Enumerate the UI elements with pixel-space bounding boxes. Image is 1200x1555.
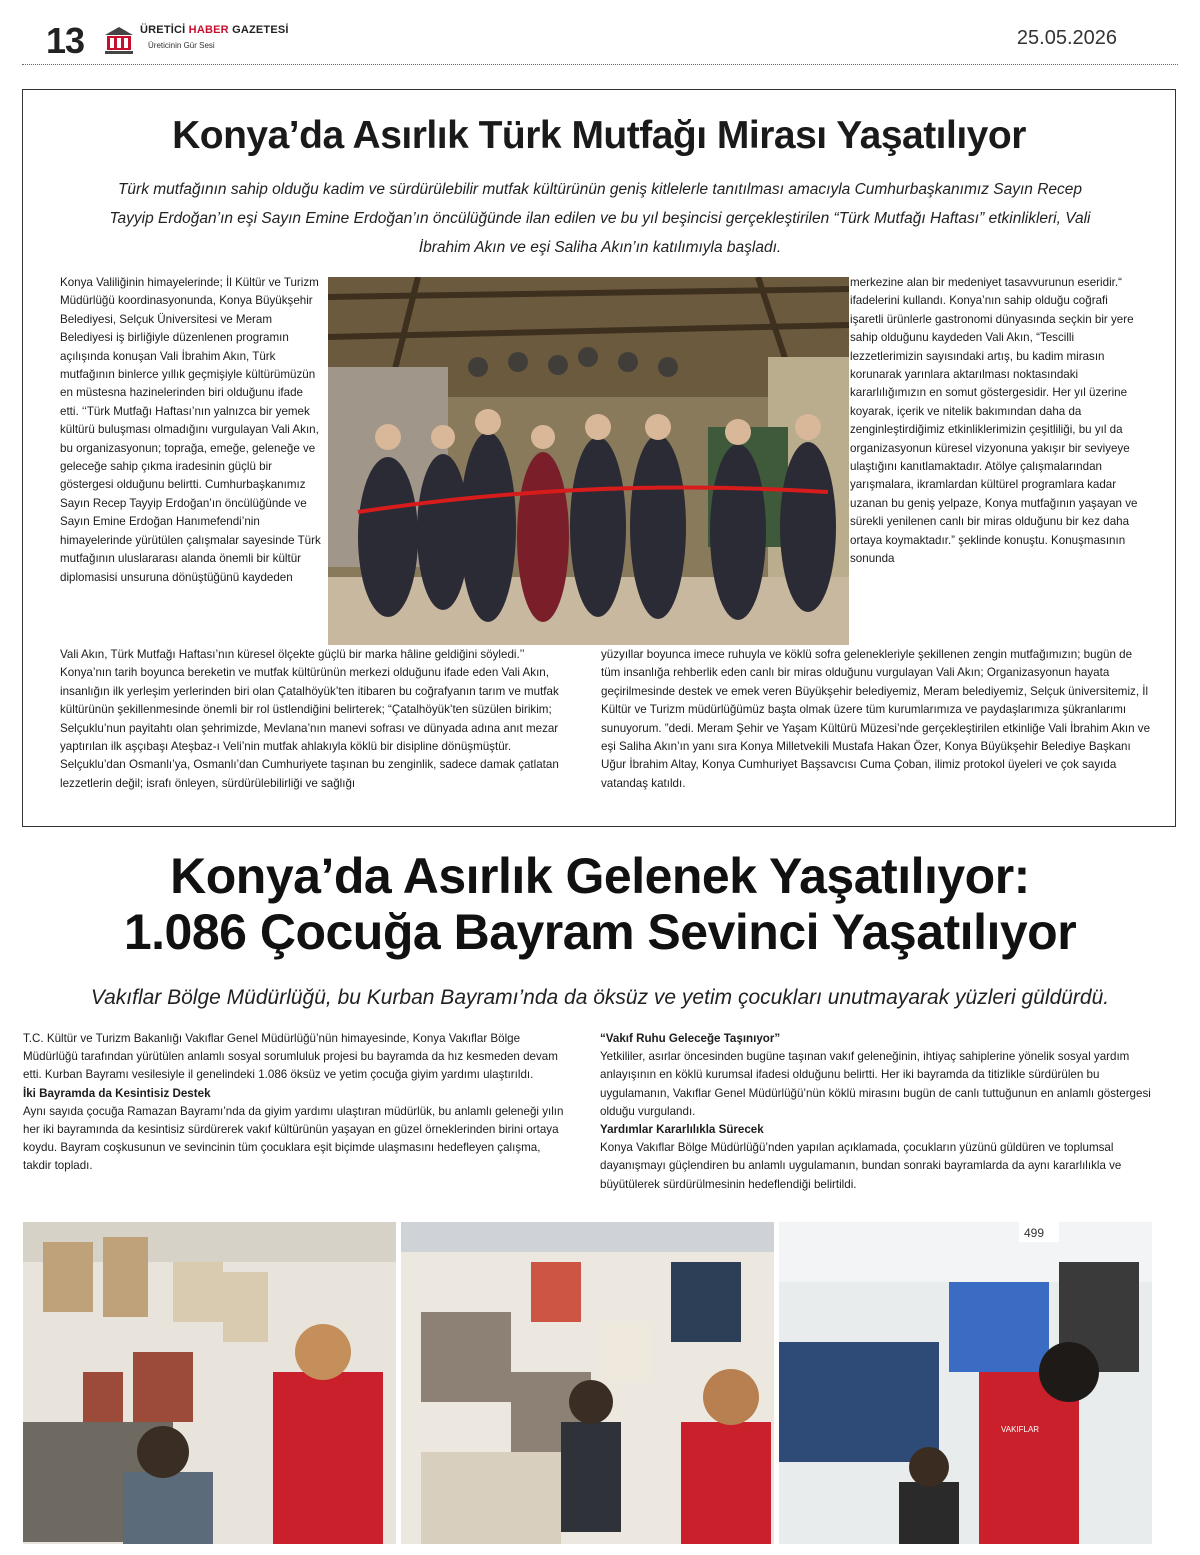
article-2-title: Konya’da Asırlık Gelenek Yaşatılıyor: 1.086 Çocuğa Bayram Sevinci Yaşatılıyor xyxy=(123,848,1077,960)
newspaper-logo-icon xyxy=(103,26,135,56)
article-1-bottom-left: Vali Akın, Türk Mutfağı Haftası’nın küresel ölçekte güçlü bir marka hâline geldiğini söyledi.’’ Konya’nın tarih boyunca bereketin ve mutfak kültürünün merkezi olduğunu ifade eden Vali Akın, insanlığın ilk yerleşim yerlerinden biri olan Çatalhöyük’ten itibaren bu coğrafyanın tarım ve mutfak kültürünün şekillenmesinde önemli bir rol üstlendiğini belirterek; “Çatalhöyük’ten süzülen birikim; Selçuklu’nun payitahtı olan şehrimizde, Mevlana’nın manevi sofrası ve dünyada adına anıt mezar yaptırılan ilk aşçıbaşı Ateşbaz-ı Veli’nin mutfak ahlakıyla köklü bir disipline dönüşmüştür. Selçuklu’dan Osmanlı’ya, Osmanlı’dan Cumhuriyete taşınan bu zenginlik, sadece damak çatlatan lezzetlerin değil; israfı önleyen, sürdürülebilirliği ve sağlığı xyxy=(60,648,559,790)
article-1-bottom-right: yüzyıllar boyunca imece ruhuyla ve köklü sofra gelenekleriyle şekillenen zengin mutfağımızın; bugün de tüm insanlığa rehberlik eden canlı bir miras olduğunu vurgulayan Vali Akın; Organizasyonun hayata geçirilmesinde destek ve emek veren Büyükşehir belediyemiz, Meram belediyemiz, Selçuk üniversitemiz, İl Kültür ve Turizm müdürlüğümüz başta olmak üzere tüm kurumlarımıza ve paydaşlarımıza şükranlarımı sunuyorum. ”dedi. Meram Şehir ve Yaşam Kültürü Müzesi’nde gerçekleştirilen etkinliğe Vali İbrahim Akın ve eşi Saliha Akın’ın yanı sıra Konya Milletvekili Mustafa Hakan Özer, Konya Büyükşehir Belediye Başkanı Uğur İbrahim Altay, Konya Cumhuriyet Başsavcısı Cuma Çoban, ilimiz protokol üyeleri ve çok sayıda vatandaş katıldı. xyxy=(601,648,1151,790)
article-2-right-column: “Vakıf Ruhu Geleceğe Taşınıyor” Yetkililer, asırlar öncesinden bugüne taşınan vakıf geleneğinin, ihtiyaç sahiplerine yönelik sosyal yardım anlayışının en köklü kurumsal ifadesi olduğunu belirtti. Her iki bayramda da titizlikle sürdürülen bu uygulamanın, Vakıflar Genel Müdürlüğü’nün köklü mirasını bugün de canlı tuttuğunun en anlamlı göstergesi olduğu vurgulandı. Yardımlar Kararlılıkla Sürecek Konya Vakıflar Bölge Müdürlüğü’nden yapılan açıklamada, çocukların yüzünü güldüren ve toplumsal dayanışmayı güçlendiren bu anlamlı uygulamanın, bundan sonraki bayramlarda da aynı kararlılıkla ve büyütülerek sürdürülmesinin hedeflendiği belirtildi. xyxy=(600,1030,1160,1194)
clothing-store-photo-3 xyxy=(779,1222,1152,1544)
page-number: 13 xyxy=(46,20,85,61)
subheading-kararlilik: Yardımlar Kararlılıkla Sürecek xyxy=(600,1123,764,1137)
subheading-vakif-ruhu: “Vakıf Ruhu Geleceğe Taşınıyor” xyxy=(600,1032,781,1045)
ribbon-cutting-photo xyxy=(328,277,849,645)
clothing-store-photo-1 xyxy=(23,1222,396,1544)
article-1-title: Konya’da Asırlık Türk Mutfağı Mirası Yaşatılıyor xyxy=(172,114,1026,157)
clothing-store-photo-2 xyxy=(401,1222,774,1544)
article-1-right-column: merkezine alan bir medeniyet tasavvurunun eseridir.“ ifadelerini kullandı. Konya’nın sahip olduğu coğrafi işaretli ürünlerle gastronomi dünyasında seçkin bir yere sahip olduğunu kaydeden Vali Akın, “Tescilli lezzetlerimizin sayısındaki artış, bu kadim mirasın korunarak yarınlara aktarılması noktasındaki kararlılığımızın en somut göstergesidir. Her yıl üzerine koyarak, içerik ve nitelik bakımından daha da zenginleştirdiğimiz etkinliklerimizin çeşitliliği, bu yıl da organizasyonun küresel vizyonuna yakışır bir seviyeye ulaştığını kanıtlamaktadır. Atölye çalışmalarından yarışmalara, ikramlardan kültürel programlara kadar uzanan bu geniş yelpaze, Konya mutfağının yaşayan ve sürekli yenilenen canlı bir miras olduğunu bir kez daha ortaya koymaktadır.” şeklinde konuştu. Konuşmasının sonunda xyxy=(850,276,1138,566)
subheading-kesintisiz-destek: İki Bayramda da Kesintisiz Destek xyxy=(23,1086,211,1100)
article-1-box xyxy=(22,89,1176,827)
article-2-left-column: T.C. Kültür ve Turizm Bakanlığı Vakıflar Genel Müdürlüğü’nün himayesinde, Konya Vakıflar Bölge Müdürlüğü tarafından yürütülen anlamlı sosyal sorumluluk projesi bu bayramda da hız kesmeden devam etti. Kurban Bayramı vesilesiyle il genelindeki 1.086 öksüz ve yetim çocuğa giyim yardımı ulaştırıldı. İki Bayramda da Kesintisiz Destek Aynı sayıda çocuğa Ramazan Bayramı’nda da giyim yardımı ulaştıran müdürlük, bu anlamlı geleneği yılın her iki bayramında da kesintisiz sürdürerek vakıf kültürünün yaşayan en güzel örneklerinden birini ortaya koydu. Bayram coşkusunun ve sevincinin tüm çocuklara eşit biçimde ulaşmasını hedefleyen çalışma, takdir topladı. xyxy=(23,1030,568,1176)
vest-text: VAKIFLAR xyxy=(1001,1425,1040,1434)
newspaper-slogan: Üreticinin Gür Sesi xyxy=(148,41,215,50)
page-header xyxy=(0,0,1200,68)
article-1-left-column: Konya Valiliğinin himayelerinde; İl Kültür ve Turizm Müdürlüğü koordinasyonunda, Konya Büyükşehir Belediyesi, Selçuk Üniversitesi ve Meram Belediyesi iş birliğiyle düzenlenen programın açılışında konuşan Vali İbrahim Akın, Türk mutfağının binlerce yıllık geçmişiyle kültürümüzün en müstesna hazinelerinden biri olduğunu ifade etti. ‘‘Türk Mutfağı Haftası’nın yalnızca bir yemek kültürü buluşması olmadığını vurgulayan Vali Akın, bu organizasyonun; toprağa, emeğe, geleneğe ve geleceğe sahip çıkma iradesinin güçlü bir göstergesi olduğunu belirtti. Cumhurbaşkanımız Sayın Recep Tayyip Erdoğan’ın öncülüğünde ve Sayın Emine Erdoğan Hanımefendi’nin himayelerinde yürütülen çalışmalar sayesinde Türk mutfağının uluslararası alanda önemli bir kültür diplomasisi unsuruna dönüştüğünü kaydeden xyxy=(60,276,321,584)
article-1-lead: Türk mutfağının sahip olduğu kadim ve sürdürülebilir mutfak kültürünün geniş kitlelerle tanıtılması amacıyla Cumhurbaşkanımız Sayın Recep Tayyip Erdoğan’ın eşi Sayın Emine Erdoğan’ın öncülüğünde ilan edilen ve bu yıl beşincisi gerçekleştirilen “Türk Mutfağı Haftası” etkinlikleri, Vali İbrahim Akın ve eşi Saliha Akın’ın katılımıyla başladı. xyxy=(109,181,1091,256)
issue-date: 25.05.2026 xyxy=(1016,27,1117,49)
article-2-lead: Vakıflar Bölge Müdürlüğü, bu Kurban Bayramı’nda da öksüz ve yetim çocukları unutmayarak yüzleri güldürdü. xyxy=(90,986,1110,1009)
price-tag: 499 xyxy=(1024,1226,1045,1240)
header-divider xyxy=(22,64,1178,65)
newspaper-brand: ÜRETİCİ HABER GAZETESİ xyxy=(140,24,289,36)
